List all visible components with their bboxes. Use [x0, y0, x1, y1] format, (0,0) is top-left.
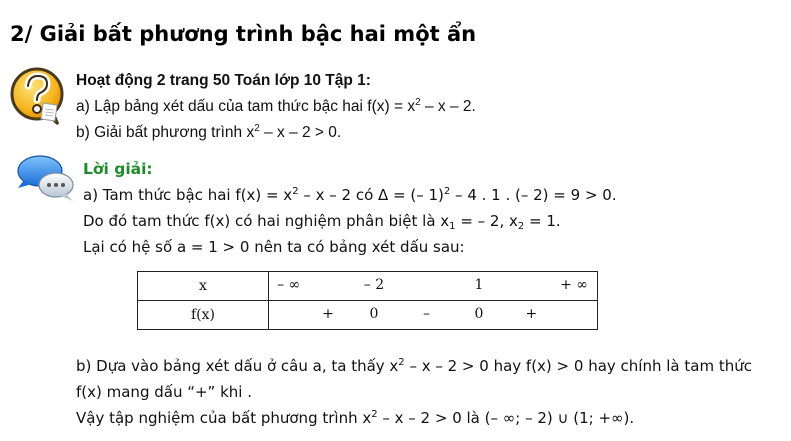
- activity-part-b: b) Giải bất phương trình $x^2 - x - 2 > 0$.: [76, 123, 342, 141]
- x-value-root-1: – 2: [363, 277, 385, 293]
- solution-heading: Lời giải:: [83, 160, 153, 178]
- x-value-pos-inf: + ∞: [560, 277, 588, 293]
- activity-heading: Hoạt động 2 trang 50 Toán lớp 10 Tập 1:: [76, 72, 371, 89]
- x-value-root-2: 1: [474, 277, 484, 293]
- row-f-label: f(x): [138, 301, 269, 330]
- sign-table-row-x: [138, 272, 598, 301]
- solution-b-line-1: b) Dựa vào bảng xét dấu ở câu a, ta thấy $x^2 - x - 2 > 0$ hay f(x) > 0 hay chính là tam thức: [76, 357, 752, 375]
- x-value-neg-inf: – ∞: [277, 277, 301, 293]
- sign-table: [137, 271, 598, 330]
- chat-bubbles-icon: [16, 154, 76, 204]
- sign-table-row-f: [138, 301, 598, 330]
- f-sign-3: +: [525, 306, 538, 322]
- f-zero-1: 0: [369, 306, 379, 322]
- row-f-signs: [269, 301, 598, 330]
- f-sign-1: +: [322, 306, 334, 322]
- solution-line-3: Lại có hệ số a = 1 > 0 nên ta có bảng xét dấu sau:: [83, 238, 465, 256]
- row-x-values: [269, 272, 598, 301]
- solution-line-1: a) Tam thức bậc hai $f(x) = x^2 - x - 2$ có Δ = (– 1)$^2$ – 4 . 1 . (– 2) = 9 > 0.: [83, 186, 617, 204]
- section-title: 2/ Giải bất phương trình bậc hai một ẩn: [10, 22, 477, 46]
- activity-part-a: a) Lập bảng xét dấu của tam thức bậc hai $f(x) = x^2 - x - 2$.: [76, 97, 476, 115]
- solution-b-line-3: Vậy tập nghiệm của bất phương trình $x^2 - x - 2 > 0$ là (– ∞; – 2) ∪ (1; +∞).: [76, 409, 635, 427]
- solution-b-line-2: f(x) mang dấu “+” khi .: [76, 383, 252, 401]
- solution-line-2: Do đó tam thức f(x) có hai nghiệm phân biệt là $x_1$ = – 2, $x_2 = 1$.: [83, 212, 561, 232]
- f-sign-2: –: [422, 306, 430, 322]
- f-zero-2: 0: [474, 306, 484, 322]
- row-x-label: x: [138, 272, 269, 301]
- question-mark-bubble-icon: [8, 64, 70, 126]
